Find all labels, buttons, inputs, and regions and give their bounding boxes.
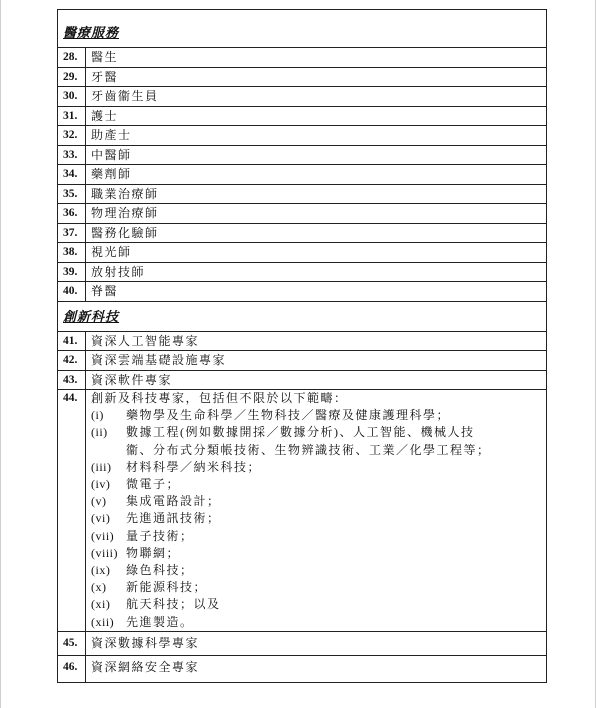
sub-item: [91, 476, 546, 493]
table-row: [58, 331, 547, 351]
sub-item-text: 新能源科技；: [126, 580, 208, 595]
sub-item-text: 物聯網；: [126, 545, 181, 560]
table-row: [58, 184, 547, 204]
table-row: [58, 351, 547, 371]
sub-item-label: (xii): [91, 614, 115, 629]
item-text: 脊醫: [86, 282, 547, 302]
item-text: 資深人工智能專家: [86, 331, 547, 351]
item-number: 37.: [58, 223, 86, 243]
item-number: 30.: [58, 87, 86, 107]
table-row: [58, 87, 547, 107]
item-number: 33.: [58, 145, 86, 165]
sub-item-label: (v): [91, 494, 107, 509]
item-text: 資深數據科學專家: [86, 631, 547, 655]
item-text: 醫生: [86, 48, 547, 68]
sub-item: [91, 614, 546, 631]
table-row: [58, 262, 547, 282]
table-row: [58, 282, 547, 302]
item-number: 29.: [58, 67, 86, 87]
table-row: [58, 106, 547, 126]
table-row-item-46: [58, 655, 547, 682]
sub-item-label: (x): [91, 580, 107, 595]
sub-item: [91, 424, 546, 441]
item-number: 28.: [58, 48, 86, 68]
sub-item-text: 微電子；: [126, 477, 181, 492]
sub-item-text: 藥物學及生命科學／生物科技／醫療及健康護理科學；: [126, 408, 451, 423]
sub-item-text: 航天科技；以及: [126, 597, 221, 612]
sub-item-text: 先進通訊技術；: [126, 511, 221, 526]
sub-item: [91, 545, 546, 562]
table-row: [58, 204, 547, 224]
item-44-intro: 創新及科技專家，包括但不限於以下範疇：: [91, 391, 348, 405]
item-text: 放射技師: [86, 262, 547, 282]
item-number: 31.: [58, 106, 86, 126]
sub-item-text: 先進製造。: [126, 614, 194, 629]
page-edge-left: [0, 0, 1, 708]
item-number: 34.: [58, 165, 86, 185]
sub-item-label: (iv): [91, 477, 111, 492]
table-row: [58, 48, 547, 68]
item-number: 42.: [58, 351, 86, 371]
sub-item-label: (viii): [91, 545, 118, 560]
sub-item: [91, 493, 546, 510]
item-text: 資深網絡安全專家: [86, 655, 547, 682]
sub-item-text: 綠色科技；: [126, 563, 194, 578]
sub-item-text: 材料科學／納米科技；: [126, 459, 262, 474]
item-number: 32.: [58, 126, 86, 146]
sub-item-label: (ii): [91, 425, 108, 440]
item-number: 46.: [58, 655, 86, 682]
item-number: 43.: [58, 370, 86, 390]
item-number: 41.: [58, 331, 86, 351]
section-header-innovation: [58, 301, 547, 331]
item-text: 中醫師: [86, 145, 547, 165]
sub-item-label: (iii): [91, 459, 112, 474]
table-row: [58, 126, 547, 146]
section-title: 醫療服務: [63, 25, 120, 40]
item-number: 44.: [58, 390, 86, 632]
table-row-item-45: [58, 631, 547, 655]
item-text: 職業治療師: [86, 184, 547, 204]
sub-item: [91, 562, 546, 579]
item-44-content: [86, 390, 547, 632]
sub-item-text: 衞、分布式分類帳技術、生物辨識技術、工業／化學工程等；: [126, 442, 491, 457]
sub-item: [91, 442, 546, 459]
sub-item: [91, 407, 546, 424]
item-number: 38.: [58, 243, 86, 263]
sub-item: [91, 528, 546, 545]
table-row: [58, 223, 547, 243]
sub-item-text: 數據工程(例如數據開採／數據分析)、人工智能、機械人技: [126, 425, 475, 440]
sub-item: [91, 596, 546, 613]
item-number: 35.: [58, 184, 86, 204]
item-text: 物理治療師: [86, 204, 547, 224]
section-title: 創新科技: [63, 309, 120, 324]
sub-item-label: (vi): [91, 511, 111, 526]
sub-item: [91, 459, 546, 476]
table-row-item-44: [58, 390, 547, 632]
sub-item: [91, 510, 546, 527]
sub-item-label: [91, 442, 126, 459]
item-text: 護士: [86, 106, 547, 126]
item-number: 39.: [58, 262, 86, 282]
item-text: 醫務化驗師: [86, 223, 547, 243]
table-row: [58, 67, 547, 87]
sub-item-label: (xi): [91, 597, 111, 612]
sub-item-text: 量子技術；: [126, 528, 194, 543]
item-text: 資深軟件專家: [86, 370, 547, 390]
table-row: [58, 145, 547, 165]
talent-list-table: [57, 9, 547, 683]
table-row: [58, 243, 547, 263]
item-number: 40.: [58, 282, 86, 302]
section-header-medical: [58, 10, 547, 48]
sub-item-text: 集成電路設計；: [126, 494, 221, 509]
item-number: 45.: [58, 631, 86, 655]
item-text: 藥劑師: [86, 165, 547, 185]
table-row: [58, 370, 547, 390]
sub-item: [91, 579, 546, 596]
item-number: 36.: [58, 204, 86, 224]
item-text: 牙齒衞生員: [86, 87, 547, 107]
item-text: 資深雲端基礎設施專家: [86, 351, 547, 371]
item-text: 牙醫: [86, 67, 547, 87]
item-text: 助產士: [86, 126, 547, 146]
table-row: [58, 165, 547, 185]
sub-item-label: (vii): [91, 528, 115, 543]
sub-item-label: (ix): [91, 563, 111, 578]
sub-item-label: (i): [91, 408, 104, 423]
item-text: 視光師: [86, 243, 547, 263]
